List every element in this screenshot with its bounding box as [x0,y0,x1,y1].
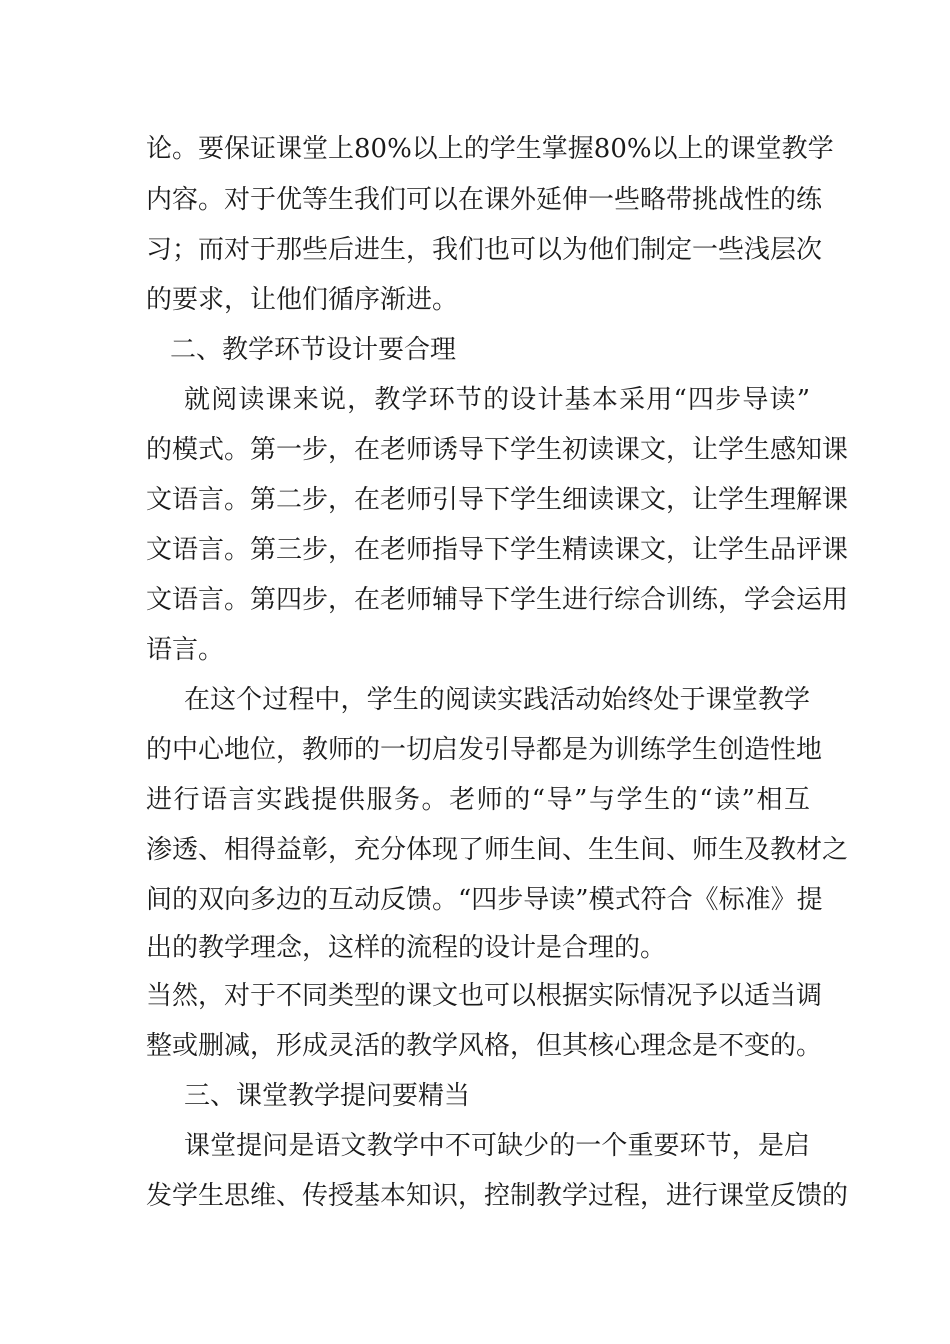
text-line: 课堂提问是语文教学中不可缺少的一个重要环节，是启 [184,1131,810,1161]
text-line: 语言。 [146,635,225,665]
text-line: 发学生思维、传授基本知识，控制教学过程，进行课堂反馈的 [146,1181,849,1211]
text-line: 习；而对于那些后进生，我们也可以为他们制定一些浅层次 [146,235,823,265]
text-line: 文语言。第二步，在老师引导下学生细读课文，让学生理解课 [146,485,849,515]
text-line: 进行语言实践提供服务。老师的“导”与学生的“读”相互 [146,785,810,815]
text-line: 整或删减，形成灵活的教学风格，但其核心理念是不变的。 [146,1031,823,1061]
text-line: 的模式。第一步，在老师诱导下学生初读课文，让学生感知课 [146,435,849,465]
text-line: 在这个过程中，学生的阅读实践活动始终处于课堂教学 [184,685,810,715]
text-line: 文语言。第三步，在老师指导下学生精读课文，让学生品评课 [146,535,849,565]
text-line: 的中心地位，教师的一切启发引导都是为训练学生创造性地 [146,735,823,765]
text-line: 就阅读课来说，教学环节的设计基本采用“四步导读” [184,385,810,415]
text-line: 内容。对于优等生我们可以在课外延伸一些略带挑战性的练 [146,185,823,215]
text-line: 出的教学理念，这样的流程的设计是合理的。 [146,933,667,963]
text-line: 渗透、相得益彰，充分体现了师生间、生生间、师生及教材之 [146,835,849,865]
text-line: 论。要保证课堂上80%以上的学生掌握80%以上的课堂教学 [146,134,834,164]
text-line: 文语言。第四步，在老师辅导下学生进行综合训练，学会运用 [146,585,849,615]
section-heading: 三、课堂教学提问要精当 [184,1081,471,1111]
text-line: 当然，对于不同类型的课文也可以根据实际情况予以适当调 [146,981,823,1011]
text-line: 的要求，让他们循序渐进。 [146,285,459,315]
section-heading: 二、教学环节设计要合理 [170,335,457,365]
text-line: 间的双向多边的互动反馈。“四步导读”模式符合《标准》提 [146,885,823,915]
